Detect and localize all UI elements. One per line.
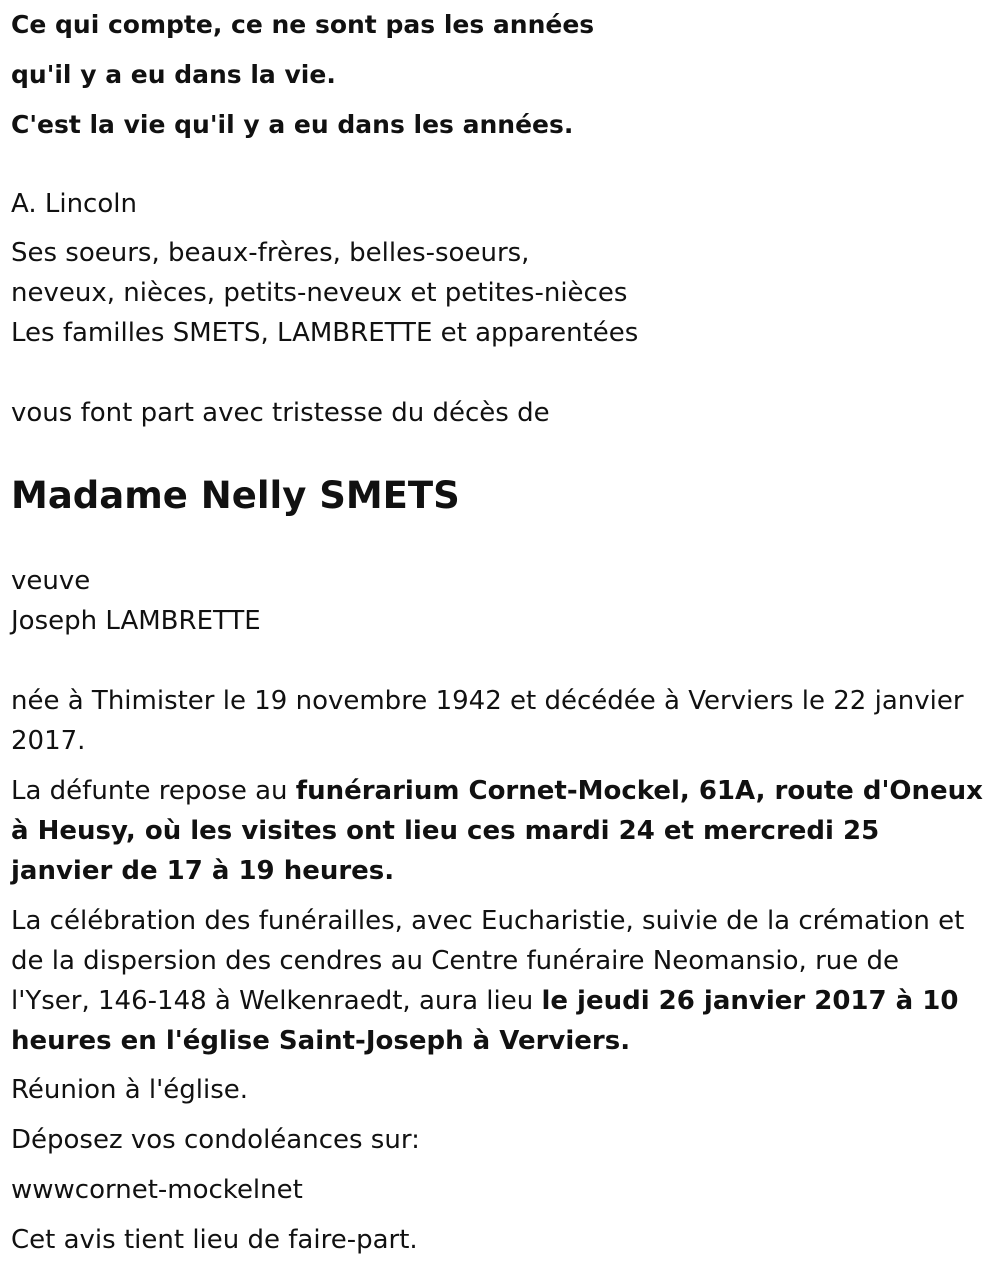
reunion-text: Réunion à l'église. <box>11 1075 249 1105</box>
repose-prefix: La défunte repose au <box>11 776 296 806</box>
quote-line-3: C'est la vie qu'il y a eu dans les années. <box>11 110 574 139</box>
quote-line-1: Ce qui compte, ce ne sont pas les années <box>11 10 595 39</box>
family-line-3: Les familles SMETS, LAMBRETTE et apparentées <box>11 318 639 348</box>
widow-label: veuve <box>11 566 91 596</box>
family-line-2: neveux, nièces, petits-neveux et petites-nièces <box>11 278 628 308</box>
announcement-text: vous font part avec tristesse du décès de <box>11 398 550 428</box>
birth-death-paragraph: née à Thimister le 19 novembre 1942 et décédée à Verviers le 22 janvier 2017. <box>11 686 964 756</box>
quote-author: A. Lincoln <box>11 189 137 219</box>
repose-paragraph <box>11 771 986 891</box>
repose-details: funérarium Cornet-Mockel, 61A, route d'Oneux à Heusy, où les visites ont lieu ces mardi 24 et mercredi 25 janvier de 17 à 19 heures. <box>11 776 983 886</box>
ceremony-details: le jeudi 26 janvier 2017 à 10 heures en l'église Saint-Joseph à Verviers. <box>11 986 959 1056</box>
quote-line-2: qu'il y a eu dans la vie. <box>11 60 336 89</box>
spouse-name: Joseph LAMBRETTE <box>11 606 261 636</box>
ceremony-prefix: La célébration des funérailles, avec Eucharistie, suivie de la crémation et de la dispersion des cendres au Centre funéraire Neomansio, rue de l'Yser, 146-148 à Welkenraedt, aura lieu <box>11 906 965 1016</box>
footer-note: Cet avis tient lieu de faire-part. <box>11 1225 418 1255</box>
website-link[interactable]: wwwcornet-mockelnet <box>11 1175 303 1205</box>
deceased-name: Madame Nelly SMETS <box>11 474 460 517</box>
ceremony-paragraph <box>11 901 986 1061</box>
condolences-label: Déposez vos condoléances sur: <box>11 1125 420 1155</box>
family-line-1: Ses soeurs, beaux-frères, belles-soeurs, <box>11 238 530 268</box>
